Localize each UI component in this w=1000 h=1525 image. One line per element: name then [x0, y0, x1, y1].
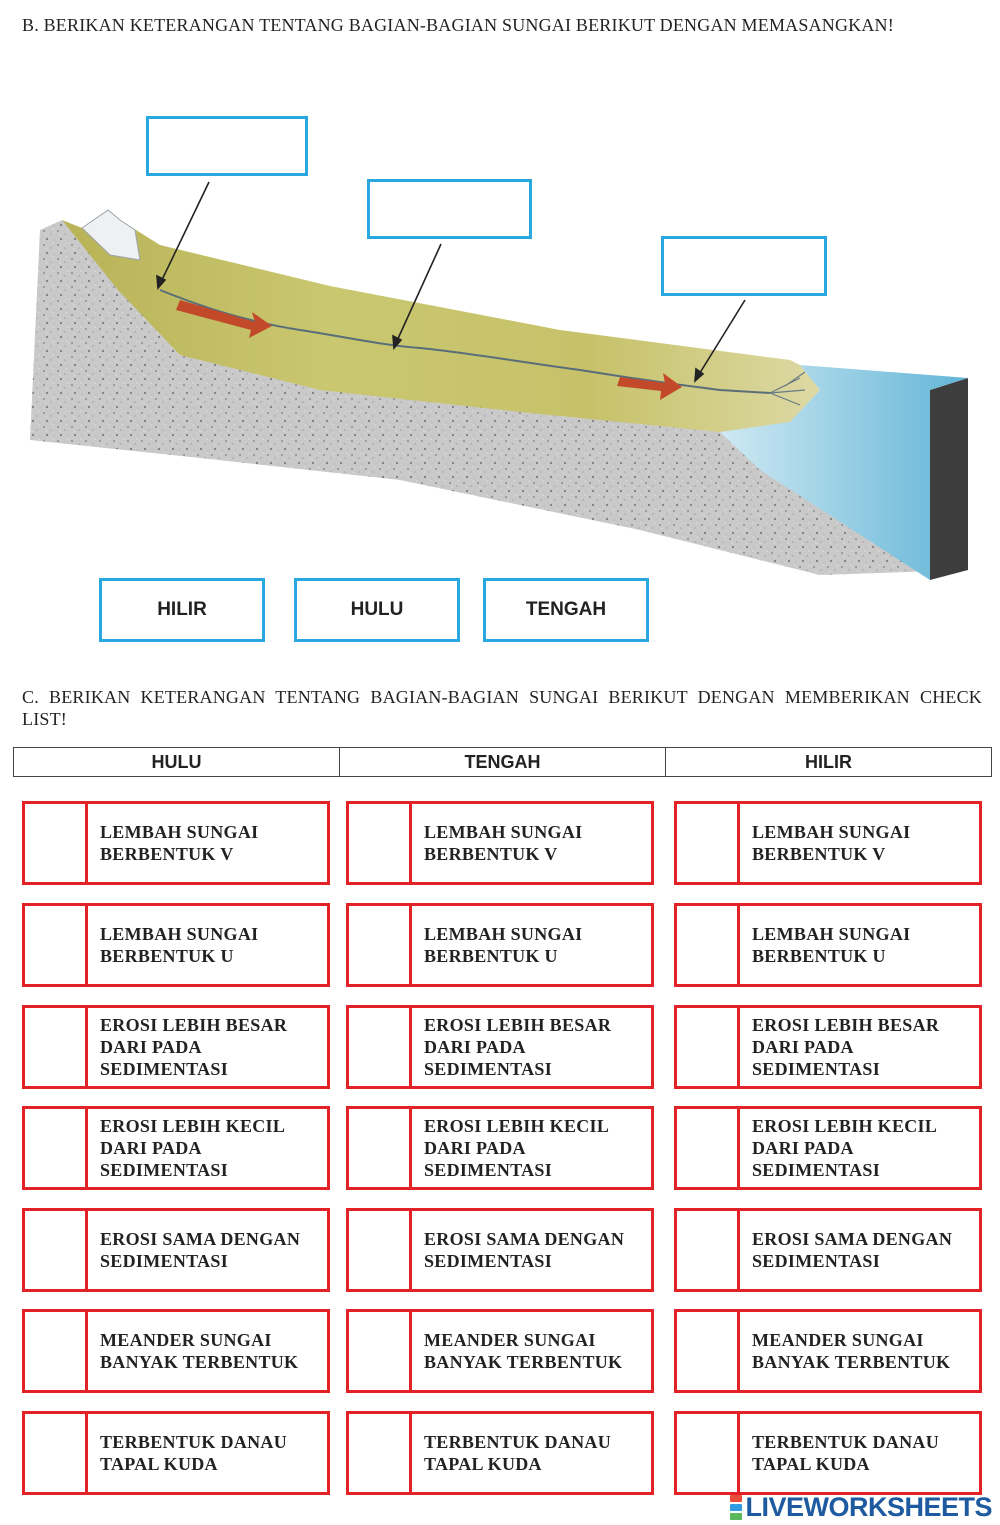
checklist-item-label: MEANDER SUNGAI BANYAK TERBENTUK — [752, 1330, 951, 1372]
check-box[interactable] — [25, 804, 88, 882]
answer-box-upper[interactable] — [146, 116, 308, 176]
checklist-item-hilir-2 — [674, 903, 982, 987]
checklist-item-hulu-3 — [22, 1005, 330, 1089]
checklist-item-label: LEMBAH SUNGAI BERBENTUK V — [424, 822, 583, 864]
checklist-item-label: EROSI LEBIH BESAR DARI PADA SEDIMENTASI — [100, 1015, 288, 1079]
checklist-item-hulu-7 — [22, 1411, 330, 1495]
checklist-item-tengah-1 — [346, 801, 654, 885]
word-card-hulu[interactable]: HULU — [294, 578, 460, 642]
checklist-item-hilir-4 — [674, 1106, 982, 1190]
check-box[interactable] — [349, 1109, 412, 1187]
checklist-item-label: TERBENTUK DANAU TAPAL KUDA — [100, 1432, 288, 1474]
answer-box-lower[interactable] — [661, 236, 827, 296]
check-box[interactable] — [677, 1312, 740, 1390]
check-box[interactable] — [349, 1008, 412, 1086]
check-box[interactable] — [349, 1414, 412, 1492]
checklist-item-label: MEANDER SUNGAI BANYAK TERBENTUK — [100, 1330, 299, 1372]
check-box[interactable] — [25, 1211, 88, 1289]
check-box[interactable] — [349, 1211, 412, 1289]
check-box[interactable] — [349, 906, 412, 984]
checklist-item-tengah-4 — [346, 1106, 654, 1190]
checklist-item-hilir-5 — [674, 1208, 982, 1292]
checklist-item-label: MEANDER SUNGAI BANYAK TERBENTUK — [424, 1330, 623, 1372]
check-box[interactable] — [25, 1414, 88, 1492]
check-box[interactable] — [677, 1008, 740, 1086]
checklist-item-label: EROSI LEBIH KECIL DARI PADA SEDIMENTASI — [424, 1116, 610, 1180]
checklist-item-label: EROSI SAMA DENGAN SEDIMENTASI — [100, 1229, 301, 1271]
checklist-item-label: LEMBAH SUNGAI BERBENTUK V — [100, 822, 259, 864]
checklist-item-hilir-7 — [674, 1411, 982, 1495]
word-card-tengah[interactable]: TENGAH — [483, 578, 649, 642]
checklist-item-hulu-4 — [22, 1106, 330, 1190]
brand-text: LIVEWORKSHEETS — [745, 1491, 992, 1522]
liveworksheets-brand — [730, 1492, 992, 1522]
checklist-item-label: EROSI LEBIH KECIL DARI PADA SEDIMENTASI — [752, 1116, 938, 1180]
checklist-item-tengah-6 — [346, 1309, 654, 1393]
check-box[interactable] — [349, 1312, 412, 1390]
checklist-item-label: EROSI SAMA DENGAN SEDIMENTASI — [424, 1229, 625, 1271]
checklist-item-label: LEMBAH SUNGAI BERBENTUK U — [752, 924, 911, 966]
checklist-item-label: EROSI LEBIH BESAR DARI PADA SEDIMENTASI — [752, 1015, 940, 1079]
checklist-item-tengah-3 — [346, 1005, 654, 1089]
checklist-item-tengah-5 — [346, 1208, 654, 1292]
checklist-item-label: TERBENTUK DANAU TAPAL KUDA — [424, 1432, 612, 1474]
check-box[interactable] — [349, 804, 412, 882]
checklist-item-hulu-2 — [22, 903, 330, 987]
checklist-item-label: LEMBAH SUNGAI BERBENTUK V — [752, 822, 911, 864]
checklist-item-label: LEMBAH SUNGAI BERBENTUK U — [100, 924, 259, 966]
column-header-row — [13, 747, 992, 777]
check-box[interactable] — [25, 906, 88, 984]
checklist-item-tengah-7 — [346, 1411, 654, 1495]
check-box[interactable] — [677, 1109, 740, 1187]
check-box[interactable] — [677, 804, 740, 882]
checklist-item-hilir-3 — [674, 1005, 982, 1089]
checklist-item-hulu-1 — [22, 801, 330, 885]
checklist-item-label: EROSI LEBIH BESAR DARI PADA SEDIMENTASI — [424, 1015, 612, 1079]
word-card-hilir[interactable]: HILIR — [99, 578, 265, 642]
check-box[interactable] — [677, 906, 740, 984]
check-box[interactable] — [677, 1211, 740, 1289]
block-side-face — [930, 378, 968, 580]
check-box[interactable] — [25, 1312, 88, 1390]
checklist-item-hilir-1 — [674, 801, 982, 885]
column-header-hilir: HILIR — [805, 751, 852, 772]
checklist-item-label: LEMBAH SUNGAI BERBENTUK U — [424, 924, 583, 966]
checklist-item-hilir-6 — [674, 1309, 982, 1393]
check-box[interactable] — [677, 1414, 740, 1492]
liveworksheets-logo-icon — [730, 1494, 742, 1521]
section-c-heading: C. BERIKAN KETERANGAN TENTANG BAGIAN-BAGIAN SUNGAI BERIKUT DENGAN MEMBERIKAN CHECK LIST! — [22, 687, 982, 729]
section-b-heading: B. BERIKAN KETERANGAN TENTANG BAGIAN-BAGIAN SUNGAI BERIKUT DENGAN MEMASANGKAN! — [22, 15, 894, 35]
answer-box-middle[interactable] — [367, 179, 532, 239]
checklist-item-tengah-2 — [346, 903, 654, 987]
column-header-hulu: HULU — [14, 748, 340, 776]
check-box[interactable] — [25, 1008, 88, 1086]
checklist-item-label: EROSI LEBIH KECIL DARI PADA SEDIMENTASI — [100, 1116, 286, 1180]
checklist-item-hulu-5 — [22, 1208, 330, 1292]
checklist-item-hulu-6 — [22, 1309, 330, 1393]
check-box[interactable] — [25, 1109, 88, 1187]
checklist-item-label: TERBENTUK DANAU TAPAL KUDA — [752, 1432, 940, 1474]
checklist-item-label: EROSI SAMA DENGAN SEDIMENTASI — [752, 1229, 953, 1271]
column-header-tengah: TENGAH — [340, 748, 666, 776]
